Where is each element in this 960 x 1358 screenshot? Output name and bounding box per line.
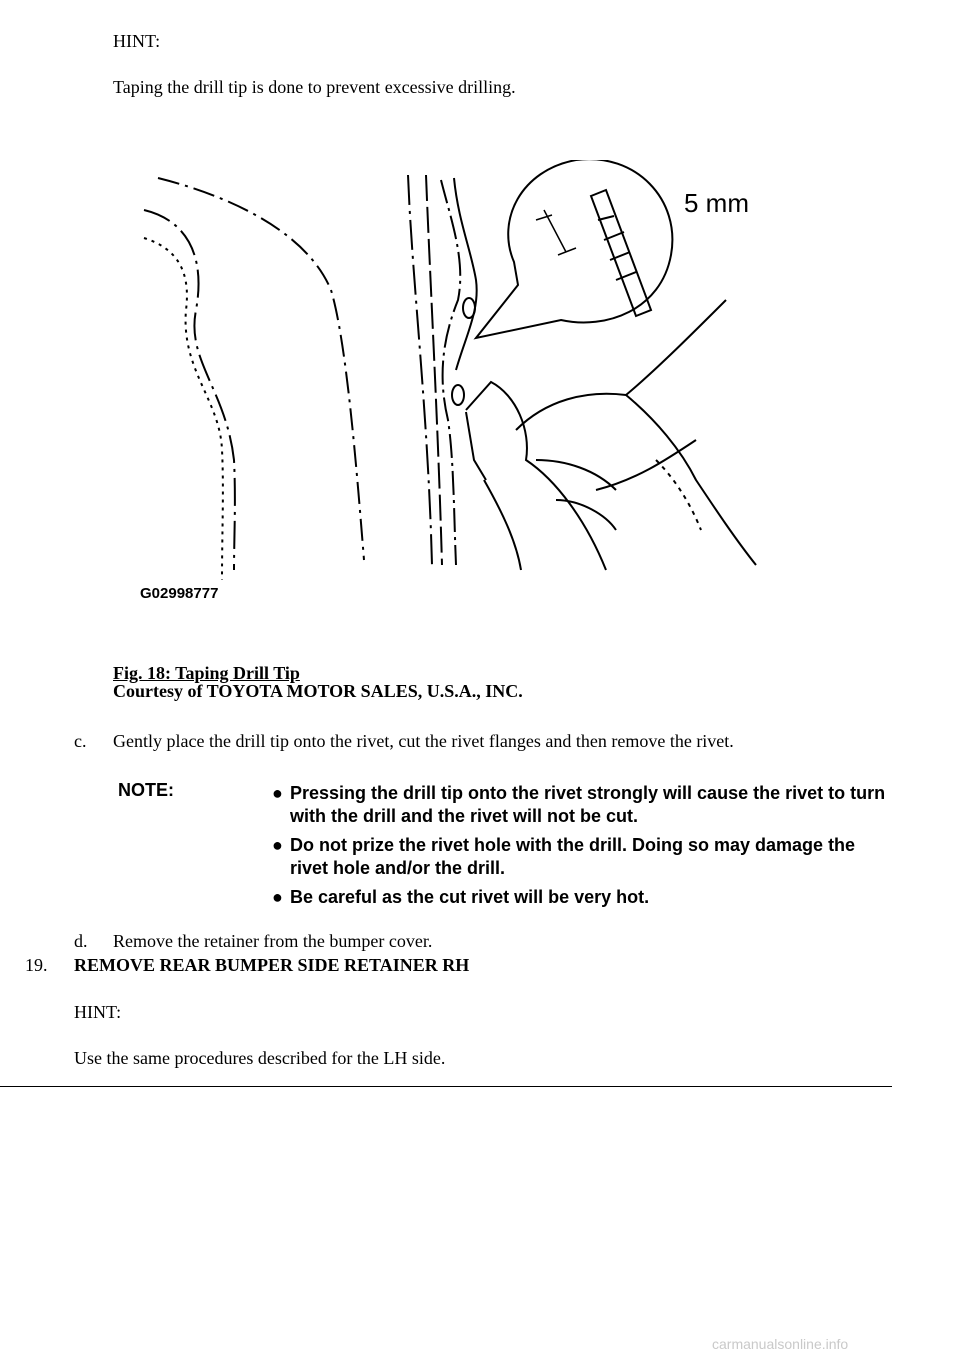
drill-body bbox=[466, 382, 606, 570]
hint-text-2: Use the same procedures described for the LH side. bbox=[74, 1048, 446, 1068]
note-label: NOTE: bbox=[118, 780, 174, 800]
panel-line bbox=[144, 210, 235, 570]
step-c-marker: c. bbox=[74, 731, 87, 751]
figure-caption[interactable]: Fig. 18: Taping Drill Tip bbox=[113, 663, 300, 683]
panel-line bbox=[454, 178, 477, 370]
rivet bbox=[463, 298, 475, 318]
panel-line bbox=[158, 178, 364, 560]
horizontal-rule bbox=[0, 1086, 892, 1087]
taping-drill-tip-illustration bbox=[136, 160, 796, 610]
bullet-icon: ● bbox=[272, 783, 283, 803]
callout-dimension: 5 mm bbox=[684, 188, 749, 218]
rivet bbox=[452, 385, 464, 405]
panel-line bbox=[408, 175, 432, 565]
hand bbox=[516, 300, 726, 530]
image-code: G02998777 bbox=[140, 585, 219, 602]
note-item: ● Be careful as the cut rivet will be very hot. bbox=[272, 887, 650, 907]
watermark[interactable]: carmanualsonline.info bbox=[712, 1336, 849, 1352]
panel-line bbox=[441, 180, 460, 565]
note-item: ● Do not prize the rivet hole with the drill. Doing so may damage the rivet hole and/or the drill. bbox=[272, 835, 856, 878]
step-19-number: 19. bbox=[25, 955, 48, 975]
step-19-title: REMOVE REAR BUMPER SIDE RETAINER RH bbox=[74, 955, 470, 975]
hint-label-2: HINT: bbox=[74, 1002, 122, 1022]
note-item: ● Pressing the drill tip onto the rivet strongly will cause the rivet to turn with the drill and the rivet will not be cut. bbox=[272, 783, 886, 826]
bullet-icon: ● bbox=[272, 887, 283, 907]
panel-line bbox=[426, 175, 442, 565]
step-d-marker: d. bbox=[74, 931, 88, 951]
bullet-icon: ● bbox=[272, 835, 283, 855]
drill-bit bbox=[591, 190, 651, 316]
panel-line bbox=[144, 238, 223, 580]
hint-text-1: Taping the drill tip is done to prevent excessive drilling. bbox=[113, 77, 516, 97]
figure-courtesy: Courtesy of TOYOTA MOTOR SALES, U.S.A., INC. bbox=[113, 681, 523, 701]
step-c-text: Gently place the drill tip onto the rivet, cut the rivet flanges and then remove the rivet. bbox=[113, 731, 734, 751]
note-list bbox=[268, 782, 888, 915]
step-d-text: Remove the retainer from the bumper cover. bbox=[113, 931, 433, 951]
hint-label-1: HINT: bbox=[113, 31, 161, 51]
